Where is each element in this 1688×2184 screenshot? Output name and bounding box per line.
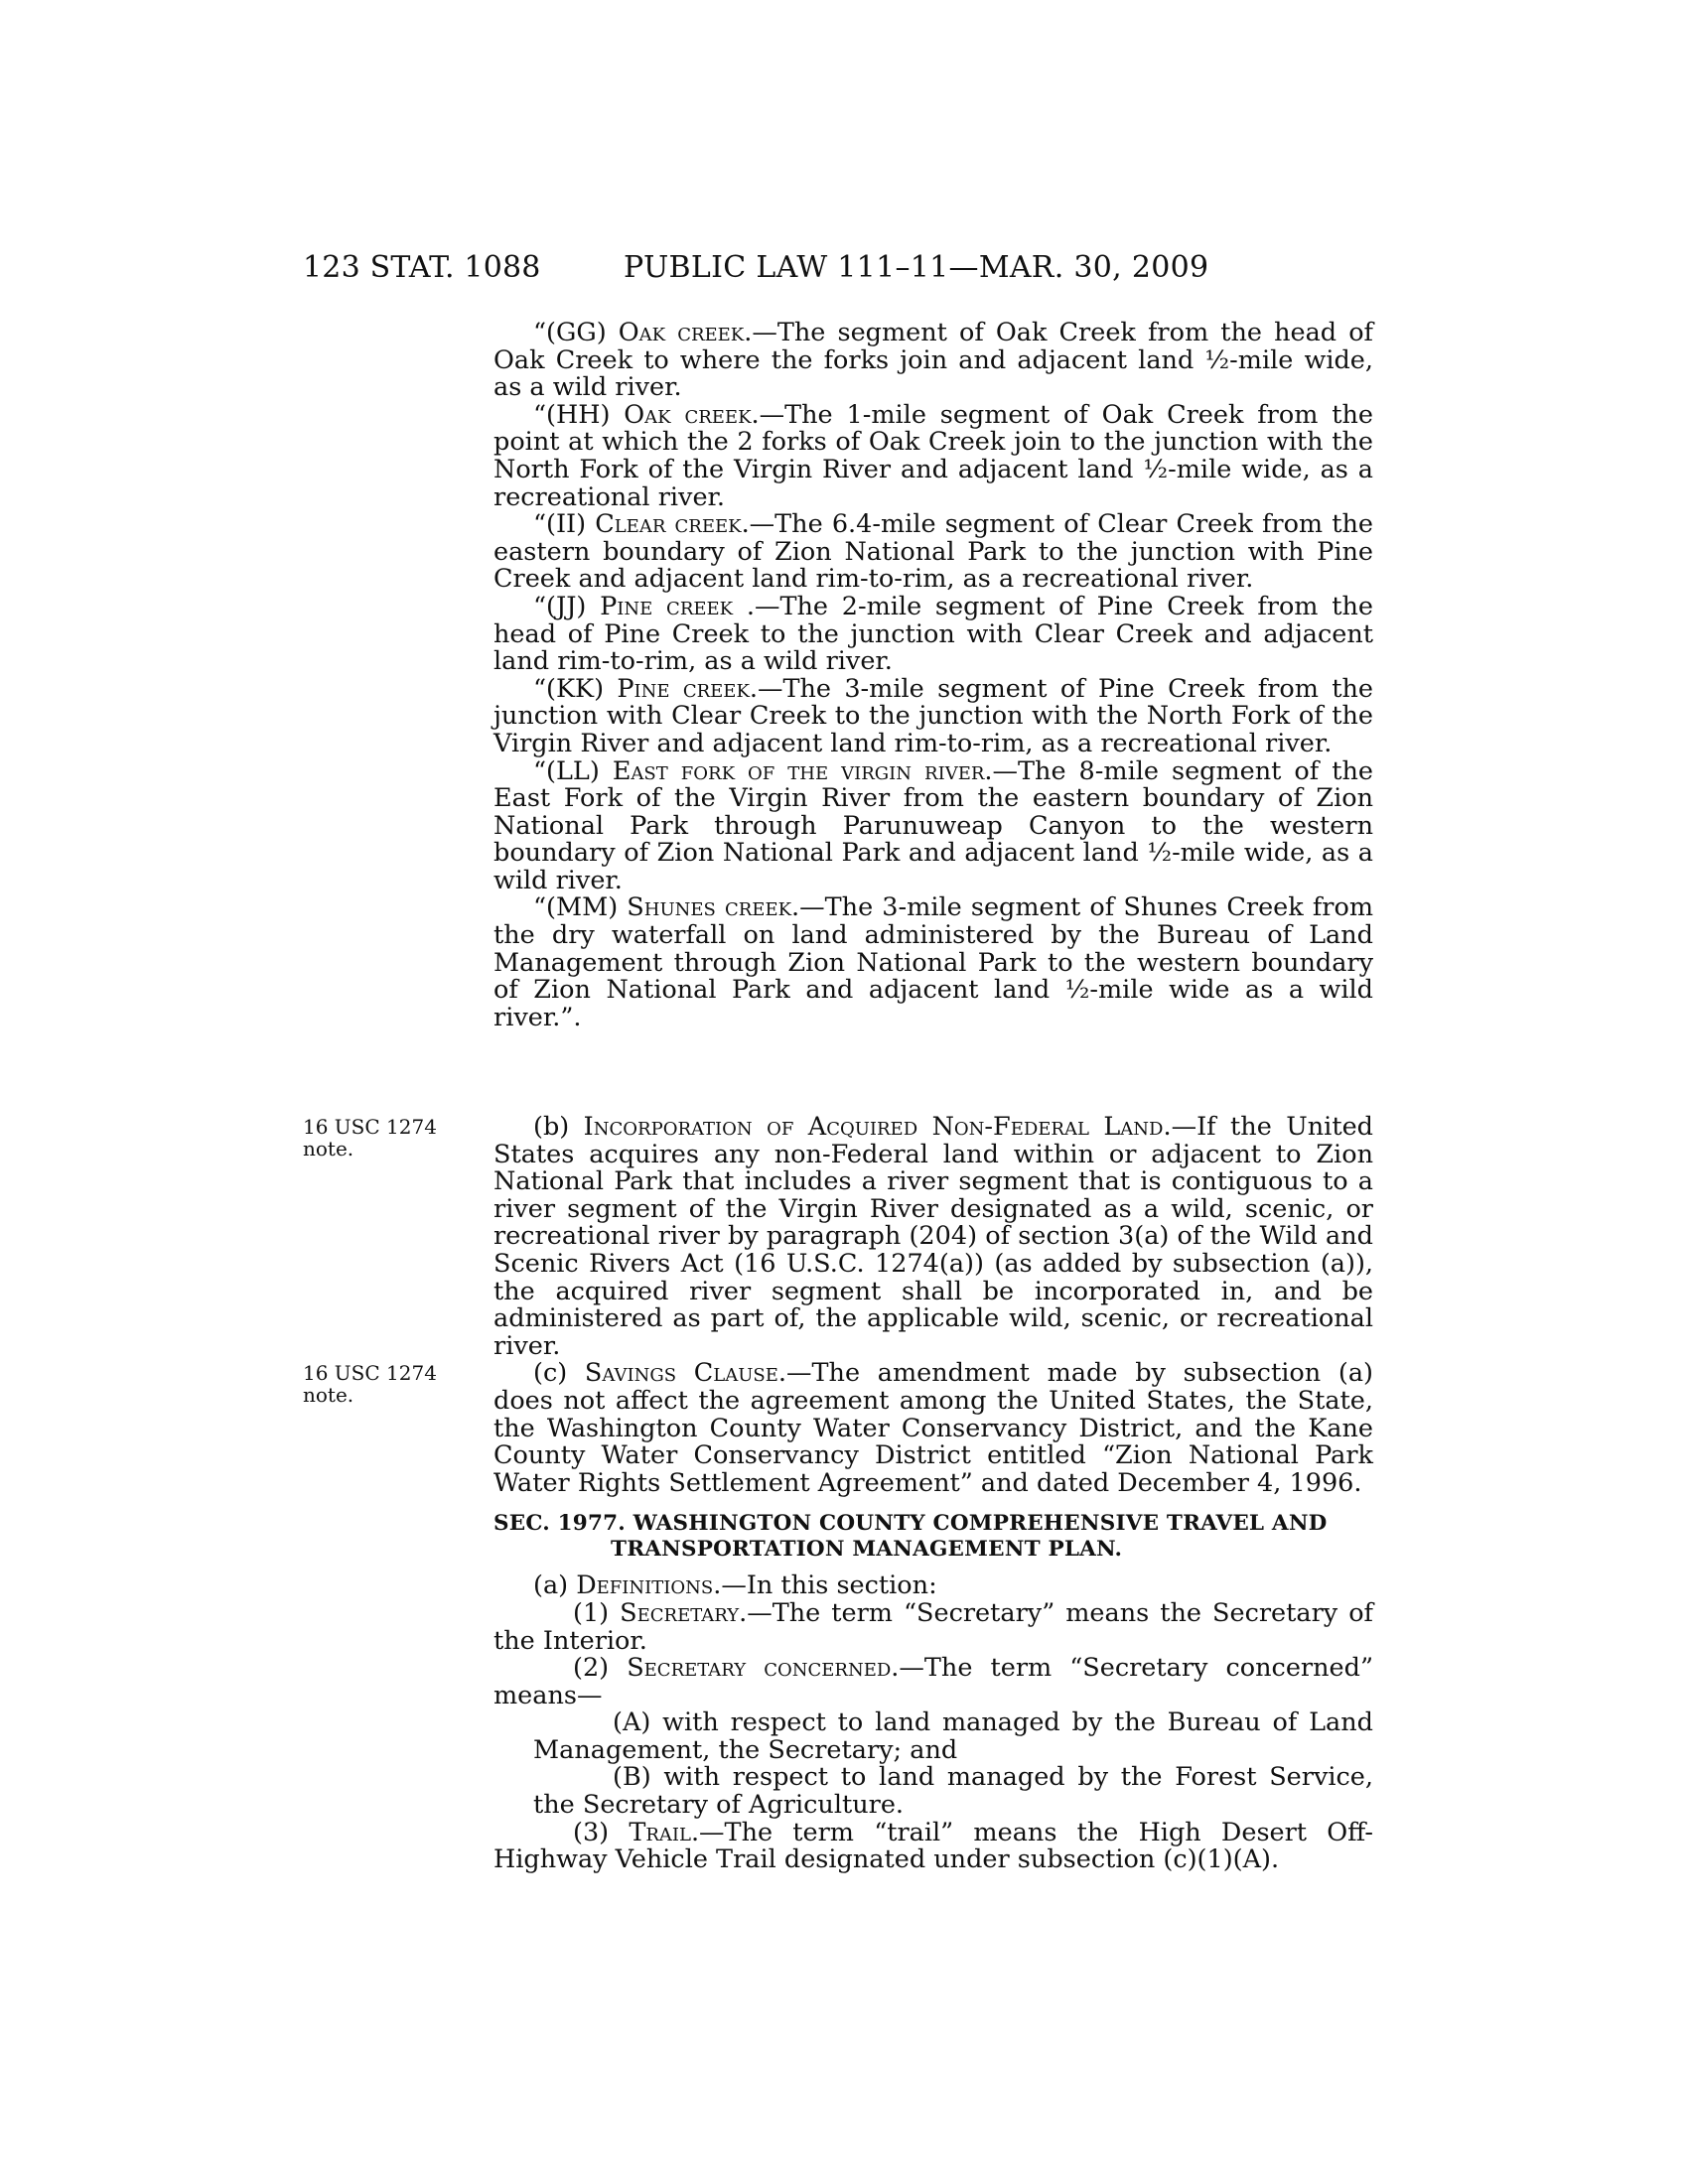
- running-header: PUBLIC LAW 111–11—MAR. 30, 2009: [624, 250, 1209, 285]
- paragraph-jj: “(JJ) Pine creek .—The 2-mile segment of Pine Creek from the head of Pine Creek to the junction with Clear Creek and adjacent land rim-to-rim, as a wild river.: [493, 591, 1373, 677]
- definition-subparagraph-a: (A) with respect to land managed by the Bureau of Land Management, the Secretary; and: [533, 1707, 1373, 1765]
- definition-secretary: (1) Secretary.—The term “Secretary” means the Secretary of the Interior.: [493, 1597, 1373, 1656]
- paragraph-hh: “(HH) Oak creek.—The 1-mile segment of Oak Creek from the point at which the 2 forks of Oak Creek join to the junction with the North Fork of the Virgin River and adjacent land ½-mile wide, as a recreational river.: [493, 399, 1374, 512]
- definition-subparagraph-b: (B) with respect to land managed by the Forest Service, the Secretary of Agriculture.: [533, 1762, 1373, 1821]
- definition-secretary-concerned: (2) Secretary concerned.—The term “Secretary concerned” means—: [493, 1653, 1373, 1710]
- subsection-b: (b) Incorporation of Acquired Non-Federal Land.—If the United States acquires any non-Federal land within or adjacent to Zion National Park that includes a river segment that is contiguous to a river segment of the Virgin River designated as a wild, scenic, or recreational river by paragraph (204) of section 3(a) of the Wild and Scenic Rivers Act (16 U.S.C. 1274(a)) (as added by subsection (a)), the acquired river segment shall be incorporated in, and be administered as part of, the applicable wild, scenic, or recreational river.: [493, 1112, 1373, 1361]
- subsection-c: (c) Savings Clause.—The amendment made by subsection (a) does not affect the agreement among the United States, the State, the Washington County Water Conservancy District, and the Kane County Water Conservancy District entitled “Zion National Park Water Rights Settlement Agreement” and dated December 4, 1996.: [493, 1358, 1373, 1498]
- paragraph-kk: “(KK) Pine creek.—The 3-mile segment of Pine Creek from the junction with Clear Creek to the junction with the North Fork of the Virgin River and adjacent land rim-to-rim, as a recreational river.: [493, 673, 1373, 758]
- paragraph-ll: “(LL) East fork of the virgin river.—The 8-mile segment of the East Fork of the Virgin River from the eastern boundary of Zion National Park through Parunuweap Canyon to the western boundary of Zion National Park and adjacent land ½-mile wide, as a wild river.: [493, 755, 1373, 895]
- definitions-intro: (a) Definitions.—In this section:: [533, 1570, 937, 1601]
- paragraph-mm: “(MM) Shunes creek.—The 3-mile segment of Shunes Creek from the dry waterfall on land administered by the Bureau of Land Management through Zion National Park to the western boundary of Zion National Park and adjacent land ½-mile wide as a wild river.”.: [493, 892, 1374, 1032]
- main-body: [493, 1114, 1373, 1874]
- section-heading: SEC. 1977. WASHINGTON COUNTY COMPREHENSIVE TRAVEL AND TRANSPORTATION MANAGEMENT PLAN.: [493, 1511, 1328, 1563]
- river-segments-list: [493, 320, 1373, 1031]
- margin-note-1: 16 USC 1274 note.: [303, 1115, 437, 1160]
- statute-page-number: 123 STAT. 1088: [303, 250, 541, 285]
- paragraph-ii: “(II) Clear creek.—The 6.4-mile segment of Clear Creek from the eastern boundary of Zion National Park to the junction with Pine Creek and adjacent land rim-to-rim, as a recreational river.: [493, 509, 1373, 595]
- paragraph-gg: “(GG) Oak creek.—The segment of Oak Creek from the head of Oak Creek to where the forks join and adjacent land ½-mile wide, as a wild river.: [493, 318, 1373, 403]
- margin-note-2: 16 USC 1274 note.: [303, 1361, 437, 1407]
- definition-trail: (3) Trail.—The term “trail” means the High Desert Off-Highway Vehicle Trail designated under subsection (c)(1)(A).: [493, 1817, 1373, 1875]
